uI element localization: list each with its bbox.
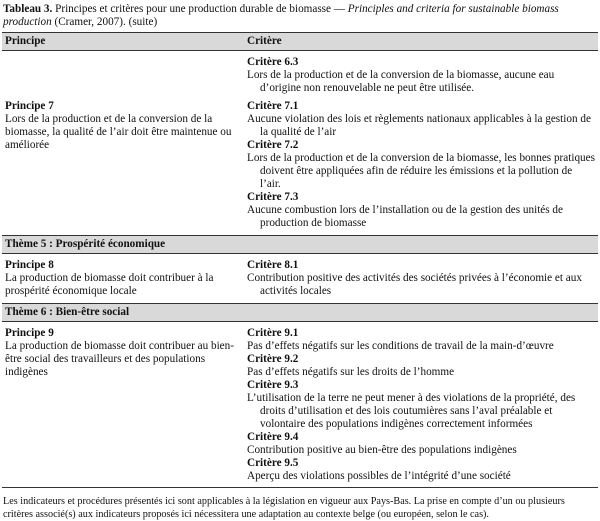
table-row — [2, 100, 598, 230]
section-theme-6 — [2, 304, 598, 322]
caption-reference: (Cramer, 2007). (suite) — [54, 16, 158, 28]
critere-7-1 — [247, 100, 595, 139]
principe-8-text: La production de biomasse doit contribuer à la prospérité économique locale — [5, 272, 214, 297]
section-title: Thème 5 : Prospérité économique — [2, 236, 598, 254]
table-row — [2, 327, 598, 483]
table-row — [2, 56, 598, 95]
critere-9-2 — [247, 353, 595, 379]
criteria-table — [2, 32, 598, 488]
critere-9-3 — [247, 379, 595, 431]
critere-text: Aucune combustion lors de l’installation ou de la gestion des unités de production de biomasse — [247, 204, 563, 229]
critere-9-4 — [247, 431, 595, 457]
critere-text: Contribution positive des activités des sociétés privées à l’économie et aux activités locales — [247, 272, 582, 297]
section-title: Thème 6 : Bien-être social — [2, 304, 598, 322]
critere-8-1 — [247, 259, 595, 298]
critere-title: Critère 6.3 — [247, 56, 299, 68]
critere-text: Aucune violation des lois et règlements nationaux applicables à la gestion de la qualité de l’air — [247, 113, 591, 138]
critere-6-3 — [247, 56, 595, 95]
critere-title: Critère 7.2 — [247, 139, 299, 151]
principe-7-text: Lors de la production et de la conversion de la biomasse, la qualité de l’air doit être maintenue ou améliorée — [5, 113, 232, 151]
caption-label: Tableau 3. — [3, 3, 53, 15]
principe-7-title: Principe 7 — [5, 100, 54, 112]
table-row — [2, 259, 598, 298]
caption-french: Principes et critères pour une production durable de biomasse — — [55, 3, 345, 15]
critere-9-5 — [247, 457, 595, 483]
critere-title: Critère 9.3 — [247, 379, 299, 391]
critere-title: Critère 7.3 — [247, 191, 299, 203]
critere-text: Pas d’effets négatifs sur les droits de l’homme — [247, 366, 455, 378]
table-caption — [2, 3, 598, 29]
critere-text: Aperçu des violations possibles de l’intégrité d’une société — [247, 470, 511, 482]
critere-title: Critère 7.1 — [247, 100, 299, 112]
critere-7-2 — [247, 139, 595, 191]
critere-title: Critère 9.4 — [247, 431, 299, 443]
critere-title: Critère 8.1 — [247, 259, 299, 271]
critere-9-1 — [247, 327, 595, 353]
critere-title: Critère 9.1 — [247, 327, 299, 339]
section-theme-5 — [2, 236, 598, 254]
critere-title: Critère 9.5 — [247, 457, 299, 469]
header-critere: Critère — [244, 33, 598, 51]
principe-8-title: Principe 8 — [5, 259, 54, 271]
critere-7-3 — [247, 191, 595, 230]
table-footnote: Les indicateurs et procédures présentés ici sont applicables à la législation en vigueur aux Pays-Bas. La prise en compte d’un ou plusieurs critères associé(s) aux indicateurs proposés ici nécessitera une adaptation au contexte belge (ou européen, selon le cas). — [3, 496, 565, 520]
table-header-row — [2, 33, 598, 51]
principe-9-title: Principe 9 — [5, 327, 54, 339]
principe-9-text: La production de biomasse doit contribuer au bien-être social des travailleurs et des populations indigènes — [5, 340, 234, 378]
critere-text: L’utilisation de la terre ne peut mener à des violations de la propriété, des droits d’utilisation et des lois coutumières sans l’aval préalable et volontaire des populations indigènes correctement informées — [247, 392, 576, 430]
critere-text: Contribution positive au bien-être des populations indigènes — [247, 444, 517, 456]
critere-text: Lors de la production et de la conversion de la biomasse, les bonnes pratiques doivent être appliquées afin de réduire les émissions et la pollution de l’air. — [247, 152, 595, 190]
critere-text: Pas d’effets négatifs sur les conditions de travail de la main-d’œuvre — [247, 340, 554, 352]
caption-english: Principles and criteria for sustainable biomass production — [3, 3, 559, 28]
critere-text: Lors de la production et de la conversion de la biomasse, aucune eau d’origine non renouvelable ne peut être utilisée. — [247, 69, 555, 94]
critere-title: Critère 9.2 — [247, 353, 299, 365]
header-principe: Principe — [2, 33, 244, 51]
